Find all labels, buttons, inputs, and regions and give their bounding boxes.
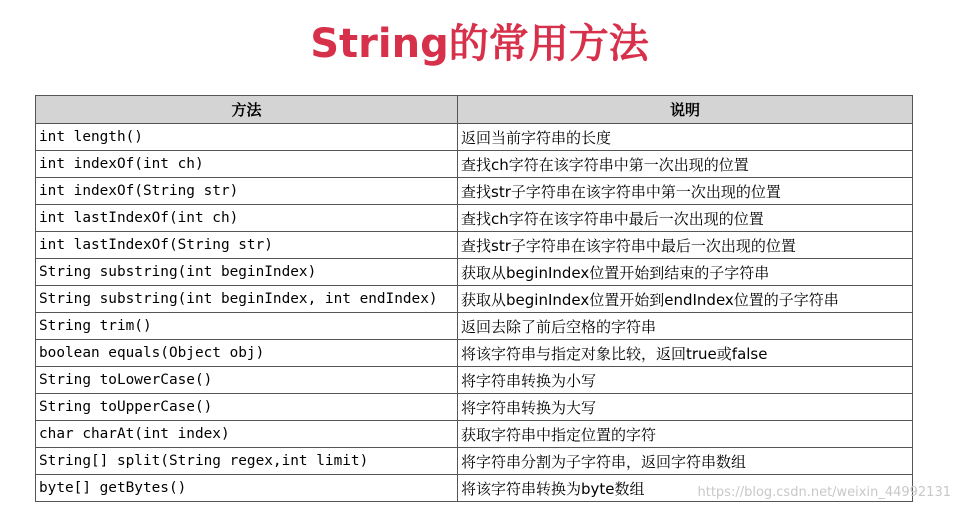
method-signature-cell: String toUpperCase() [36, 394, 458, 421]
method-signature-cell: int lastIndexOf(int ch) [36, 205, 458, 232]
table-row [36, 394, 913, 421]
method-description-cell: 将该字符串转换为byte数组 [458, 475, 913, 502]
table-header-row [36, 96, 913, 124]
method-description-cell: 查找ch字符在该字符串中第一次出现的位置 [458, 151, 913, 178]
table-row [36, 232, 913, 259]
method-description-cell: 获取字符串中指定位置的字符 [458, 421, 913, 448]
table-row [36, 367, 913, 394]
method-signature-cell: String[] split(String regex,int limit) [36, 448, 458, 475]
method-signature-cell: int indexOf(int ch) [36, 151, 458, 178]
method-description-cell: 返回去除了前后空格的字符串 [458, 313, 913, 340]
method-signature-cell: String substring(int beginIndex) [36, 259, 458, 286]
table-row [36, 340, 913, 367]
methods-table [35, 95, 913, 502]
method-signature-cell: String trim() [36, 313, 458, 340]
method-description-cell: 返回当前字符串的长度 [458, 124, 913, 151]
table-row [36, 178, 913, 205]
column-header-method: 方法 [36, 96, 458, 124]
method-signature-cell: byte[] getBytes() [36, 475, 458, 502]
method-signature-cell: int length() [36, 124, 458, 151]
page-title: String的常用方法 [310, 21, 649, 67]
method-description-cell: 将字符串转换为大写 [458, 394, 913, 421]
table-row [36, 286, 913, 313]
method-description-cell: 查找str子字符串在该字符串中第一次出现的位置 [458, 178, 913, 205]
table-row [36, 205, 913, 232]
table-row [36, 448, 913, 475]
method-signature-cell: char charAt(int index) [36, 421, 458, 448]
table-row [36, 124, 913, 151]
method-description-cell: 查找ch字符在该字符串中最后一次出现的位置 [458, 205, 913, 232]
method-description-cell: 将字符串转换为小写 [458, 367, 913, 394]
table-row [36, 421, 913, 448]
method-description-cell: 获取从beginIndex位置开始到endIndex位置的子字符串 [458, 286, 913, 313]
method-signature-cell: String substring(int beginIndex, int endIndex) [36, 286, 458, 313]
method-description-cell: 将该字符串与指定对象比较，返回true或false [458, 340, 913, 367]
method-description-cell: 查找str子字符串在该字符串中最后一次出现的位置 [458, 232, 913, 259]
table-row [36, 259, 913, 286]
method-signature-cell: int indexOf(String str) [36, 178, 458, 205]
column-header-description: 说明 [458, 96, 913, 124]
table-row [36, 151, 913, 178]
watermark: https://blog.csdn.net/weixin_44992131 [697, 485, 951, 500]
method-signature-cell: int lastIndexOf(String str) [36, 232, 458, 259]
method-signature-cell: boolean equals(Object obj) [36, 340, 458, 367]
table-row [36, 313, 913, 340]
method-description-cell: 获取从beginIndex位置开始到结束的子字符串 [458, 259, 913, 286]
method-signature-cell: String toLowerCase() [36, 367, 458, 394]
method-description-cell: 将字符串分割为子字符串，返回字符串数组 [458, 448, 913, 475]
